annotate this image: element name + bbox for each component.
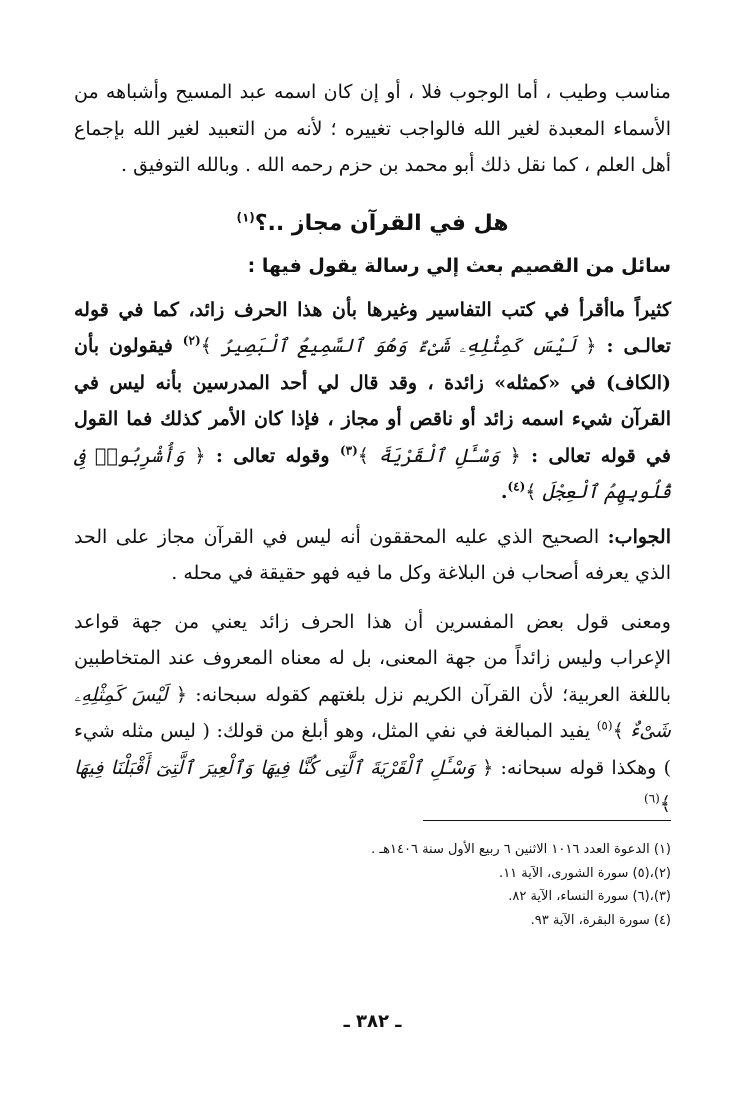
question-paragraph	[74, 292, 671, 511]
ayah-close-bracket: ﴾	[200, 335, 222, 357]
question-text: فيقولون بأن (الكاف) في «كمثله» زائدة ، وقد قال لي أحد المدرسين بأنه ليس في القرآن شيء اسمه زائد أو ناقص أو مجاز ، فإذا كان الأمر كذلك فما القول في قوله تعالى :	[74, 335, 671, 467]
answer-paragraph	[74, 519, 671, 592]
page-number: ـ ٣٨٢ ـ	[343, 1011, 402, 1032]
footnote-ref: (٤)	[507, 479, 526, 494]
ayah-open-bracket: ﴿	[499, 444, 521, 467]
quran-verse: وَسْـَٔلِ ٱلْقَرْيَةَ	[378, 444, 500, 467]
footnotes	[74, 838, 671, 932]
ayah-close-bracket: ﴾	[612, 720, 631, 742]
footnote: (٢)،(٥) سورة الشورى، الآية ١١.	[499, 865, 671, 881]
text-column	[74, 74, 671, 823]
answer-label: الجواب:	[607, 525, 671, 548]
intro-paragraph: مناسب وطيب ، أما الوجوب فلا ، أو إن كان اسمه عبد المسيح وأشباهه من الأسماء المعبدة لغير الله فالواجب تغييره ؛ لأنه من التعبيد لغير الله بإجماع أهل العلم ، كما نقل ذلك أبو محمد بن حزم رحمه الله . وبالله التوفيق .	[74, 81, 671, 176]
ayah-open-bracket: ﴿	[184, 444, 206, 467]
footnote-ref: (٦)	[644, 791, 660, 806]
question-text: .	[500, 481, 508, 503]
explanation-paragraph	[74, 604, 671, 823]
quran-verse: لَيْسَ كَمِثْلِهِۦ شَىْءٌ	[74, 683, 671, 742]
footnote-ref: (٢)	[182, 333, 201, 348]
quran-verse: وَأُشْرِبُوا۟ فِى قُلُوبِهِمُ ٱلْعِجْلَ	[74, 444, 671, 503]
footnote-divider	[423, 820, 671, 821]
question-text: كثيراً ماأقرأ في كتب التفاسير وغيرها بأن هذا الحرف زائد، كما في قوله تعالـى :	[74, 298, 671, 357]
ayah-close-bracket: ﴾	[357, 444, 379, 467]
footnote-ref: (٥)	[596, 718, 613, 733]
question-intro: سائل من القصيم بعث إلي رسالة يقول فيها :	[247, 254, 671, 277]
quran-verse: لَيْسَ كَمِثْلِهِۦ شَىْءٌ وَهُوَ ٱلسَّمِيعُ ٱلْبَصِيرُ	[221, 335, 577, 357]
footnote: (١) الدعوة العدد ١٠١٦ الاثنين ٦ ربيع الأول سنة ١٤٠٦هـ .	[371, 842, 671, 857]
section-title-text: هل في القرآن مجاز ..؟	[254, 210, 509, 236]
footnote-ref: (٣)	[339, 443, 358, 458]
section-title	[74, 204, 671, 244]
explanation-text: ومعنى قول بعض المفسرين أن هذا الحرف زائد يعني من جهة قواعد الإعراب وليس زائداً من جهة المعنى، بل له معناه المعروف عند المتخاطبين باللغة العربية؛ لأن القرآن الكريم نزل بلغتهم كقوله سبحانه:	[74, 610, 671, 706]
ayah-open-bracket: ﴿	[474, 756, 494, 779]
explanation-text: يفيد المبالغة في نفي المثل، وهو أبلغ من قولك: ( ليس مثله شيء ) وهكذا قوله سبحانه:	[74, 720, 671, 779]
ayah-close-bracket: ﴾	[659, 793, 671, 815]
ayah-close-bracket: ﴾	[525, 481, 543, 503]
footnote-ref: (١)	[236, 210, 255, 225]
ayah-open-bracket: ﴿	[576, 335, 597, 357]
answer-text: الصحيح الذي عليه المحققون أنه ليس في القرآن مجاز على الحد الذي يعرفه أصحاب فن البلاغة وكل ما فيه فهو حقيقة في محله .	[74, 525, 671, 584]
footnote: (٤) سورة البقرة، الآية ٩٣.	[530, 912, 671, 928]
ayah-open-bracket: ﴿	[167, 683, 187, 706]
footnote: (٣)،(٦) سورة النساء، الآية ٨٢.	[508, 889, 671, 904]
question-text: وقوله تعالى :	[205, 444, 340, 467]
quran-verse: وَسْـَٔلِ ٱلْقَرْيَةَ ٱلَّتِى كُنَّا فِيهَا وَٱلْعِيرَ ٱلَّتِىٓ أَقْبَلْنَا فِيهَا	[74, 756, 475, 779]
